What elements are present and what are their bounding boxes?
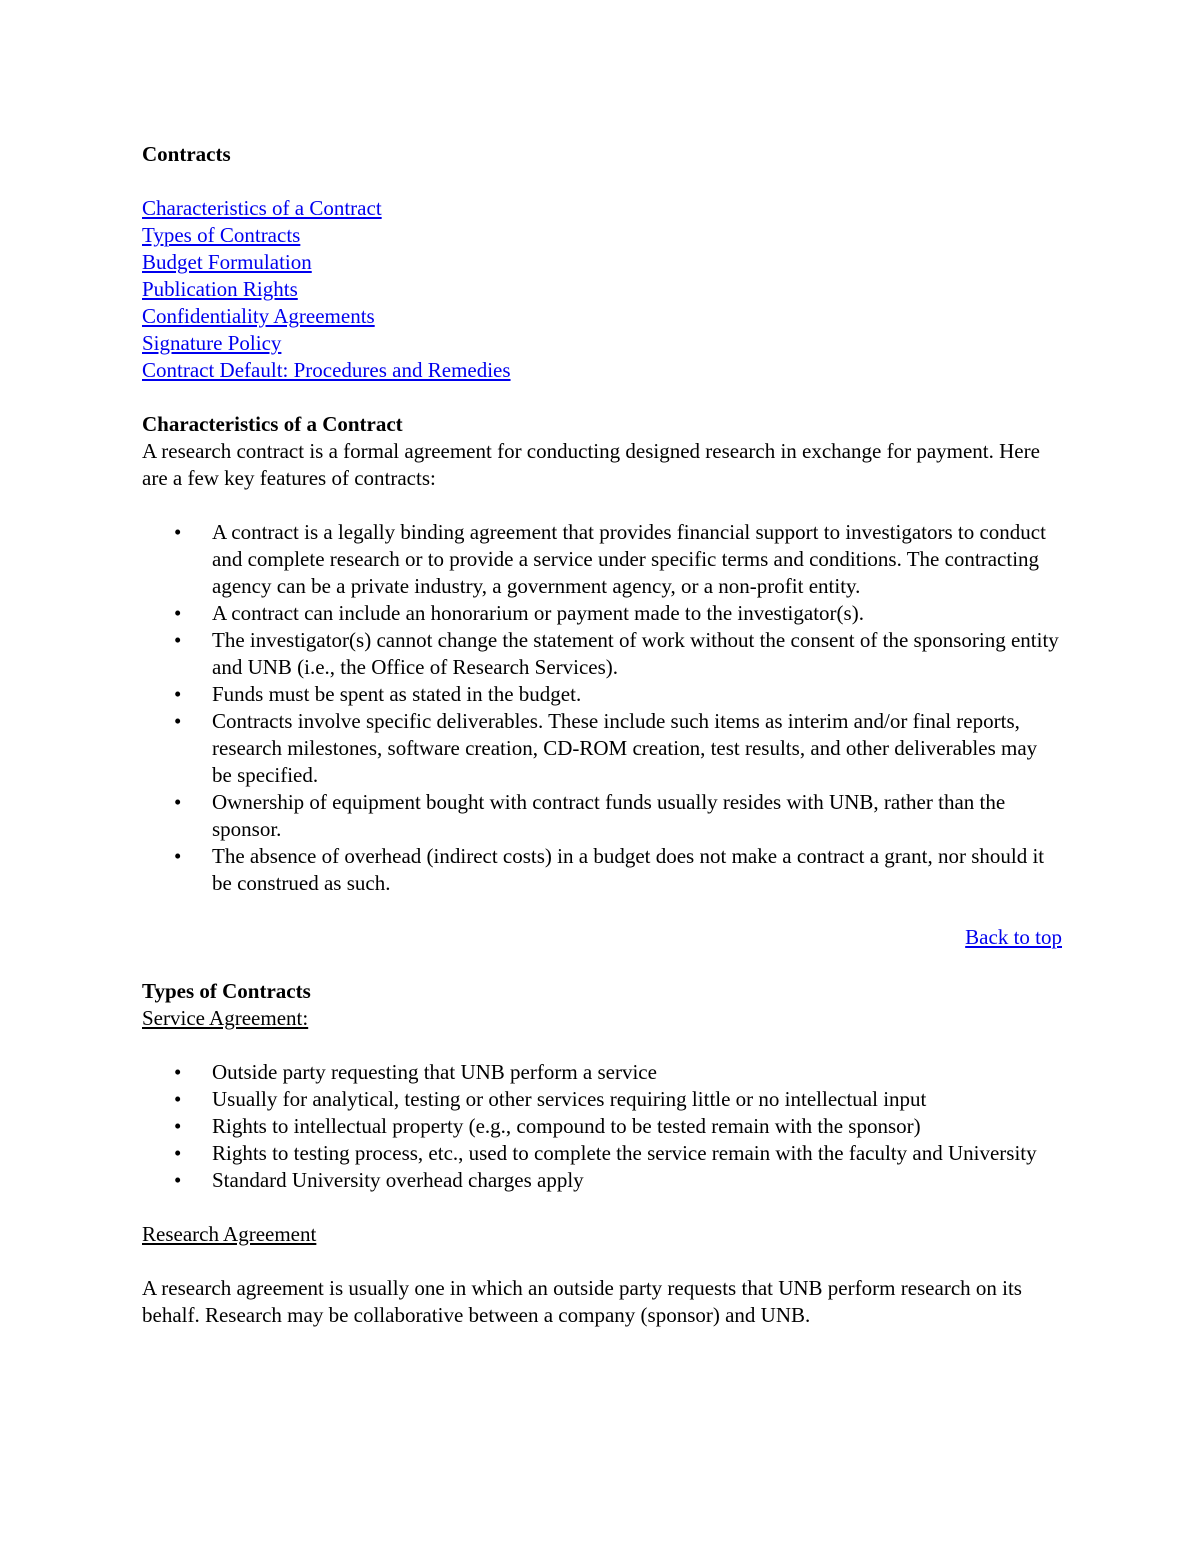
list-item: • Standard University overhead charges apply — [174, 1168, 584, 1192]
spacer — [142, 1248, 1062, 1275]
types-heading: Types of Contracts — [142, 979, 311, 1003]
list-item: • The absence of overhead (indirect costs) in a budget does not make a contract a grant, nor should it be construed as such. — [174, 844, 1045, 895]
service-agreement-label: Service Agreement: — [142, 1006, 309, 1030]
service-agreement-list — [142, 1059, 1062, 1194]
list-item: • Outside party requesting that UNB perform a service — [174, 1060, 657, 1084]
bullet-icon: • — [174, 1141, 182, 1165]
table-of-contents — [142, 195, 1062, 384]
bullet-icon: • — [174, 520, 182, 544]
list-item: • A contract is a legally binding agreement that provides financial support to investigators to conduct and complete research or to provide a service under specific terms and conditions. The contracting agency can be a private industry, a government agency, or a non-profit entity. — [174, 520, 1046, 598]
list-item: • A contract can include an honorarium or payment made to the investigator(s). — [174, 601, 864, 625]
bullet-icon: • — [174, 709, 182, 733]
bullet-icon: • — [174, 682, 182, 706]
toc-link-confidentiality[interactable]: Confidentiality Agreements — [142, 304, 375, 328]
list-item: • Rights to testing process, etc., used to complete the service remain with the faculty and University — [174, 1141, 1037, 1165]
list-item: • Funds must be spent as stated in the budget. — [174, 682, 582, 706]
toc-link-budget[interactable]: Budget Formulation — [142, 250, 312, 274]
research-agreement-text: A research agreement is usually one in which an outside party requests that UNB perform research on its behalf. Research may be collaborative between a company (sponsor) and UNB. — [142, 1276, 1022, 1327]
list-item: • Rights to intellectual property (e.g., compound to be tested remain with the sponsor) — [174, 1114, 921, 1138]
back-to-top-link[interactable]: Back to top — [965, 925, 1062, 949]
bullet-icon: • — [174, 1114, 182, 1138]
research-agreement-label: Research Agreement — [142, 1222, 317, 1246]
toc-link-types[interactable]: Types of Contracts — [142, 223, 301, 247]
page-title: Contracts — [142, 142, 231, 166]
toc-link-publication[interactable]: Publication Rights — [142, 277, 298, 301]
list-item: • Contracts involve specific deliverables. These include such items as interim and/or final reports, research milestones, software creation, CD-ROM creation, test results, and other deliverables may be specified. — [174, 709, 1038, 787]
toc-link-default[interactable]: Contract Default: Procedures and Remedies — [142, 358, 511, 382]
back-to-top-row — [142, 924, 1062, 951]
characteristics-intro: A research contract is a formal agreement for conducting designed research in exchange for payment. Here are a few key features of contracts: — [142, 439, 1040, 490]
types-section — [142, 978, 1062, 1329]
bullet-icon: • — [174, 790, 182, 814]
toc-link-characteristics[interactable]: Characteristics of a Contract — [142, 196, 382, 220]
bullet-icon: • — [174, 601, 182, 625]
characteristics-heading: Characteristics of a Contract — [142, 412, 403, 436]
bullet-icon: • — [174, 1087, 182, 1111]
bullet-icon: • — [174, 1060, 182, 1084]
toc-link-signature[interactable]: Signature Policy — [142, 331, 282, 355]
characteristics-section — [142, 411, 1062, 951]
bullet-icon: • — [174, 628, 182, 652]
bullet-icon: • — [174, 1168, 182, 1192]
bullet-icon: • — [174, 844, 182, 868]
list-item: • The investigator(s) cannot change the statement of work without the consent of the sponsoring entity and UNB (i.e., the Office of Research Services). — [174, 628, 1059, 679]
document-page — [142, 141, 1062, 1329]
characteristics-list — [142, 519, 1062, 897]
list-item: • Ownership of equipment bought with contract funds usually resides with UNB, rather than the sponsor. — [174, 790, 1006, 841]
list-item: • Usually for analytical, testing or other services requiring little or no intellectual input — [174, 1087, 927, 1111]
